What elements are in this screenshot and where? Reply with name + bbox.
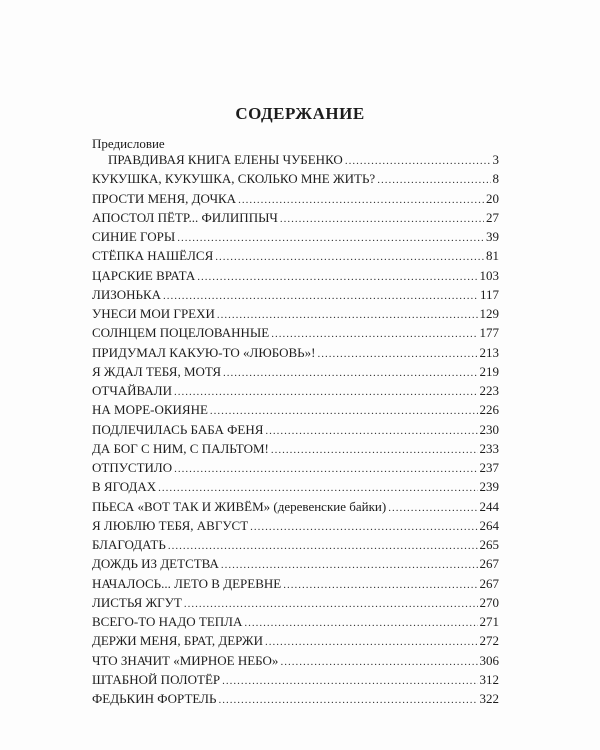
toc-entry xyxy=(92,189,499,208)
page-title: СОДЕРЖАНИЕ xyxy=(235,104,365,123)
toc-entry-page-number: 3 xyxy=(492,152,499,167)
toc-entry xyxy=(92,554,499,573)
toc-entry-title: БЛАГОДАТЬ xyxy=(92,537,166,552)
toc-entry-title: ПРИДУМАЛ КАКУЮ-ТО «ЛЮБОВЬ»! xyxy=(92,344,316,360)
toc-entry-page-number: 244 xyxy=(479,498,499,514)
toc-entry-title: НА МОРЕ-ОКИЯНЕ xyxy=(92,402,208,418)
toc-entry-title: НАЧАЛОСЬ... ЛЕТО В ДЕРЕВНЕ xyxy=(92,575,282,591)
toc-entry-page-number: 237 xyxy=(479,460,499,475)
dot-leader xyxy=(388,499,477,518)
toc-entry-page-number: 312 xyxy=(479,671,499,687)
toc-entry xyxy=(92,304,499,323)
toc-entry-page-number: 265 xyxy=(479,537,499,552)
toc-entry xyxy=(92,535,499,554)
toc-entry-title: ЛИЗОНЬКА xyxy=(92,286,162,302)
toc-entry-page-number: 267 xyxy=(479,556,499,572)
toc-entry xyxy=(92,670,499,689)
dot-leader xyxy=(215,248,484,267)
toc-entry-page-number: 267 xyxy=(479,575,499,591)
toc-entry xyxy=(92,574,499,593)
dot-leader xyxy=(280,653,477,672)
toc-entry xyxy=(92,497,499,516)
toc-entry-title: ПРОСТИ МЕНЯ, ДОЧКА xyxy=(92,190,237,206)
toc-entry-page-number: 213 xyxy=(479,344,499,360)
toc-entry xyxy=(92,246,499,265)
toc-entry-page-number: 81 xyxy=(486,248,499,264)
toc-entry-title: ВСЕГО-ТО НАДО ТЕПЛА xyxy=(92,614,243,629)
toc-entry xyxy=(92,593,499,612)
toc-entry xyxy=(92,285,499,304)
dot-leader xyxy=(317,345,477,364)
toc-entry xyxy=(92,343,499,362)
toc-entry-page-number: 103 xyxy=(479,267,499,283)
toc-entry-page-number: 226 xyxy=(479,402,499,418)
dot-leader xyxy=(177,229,484,248)
dot-leader xyxy=(271,441,478,460)
toc-entry xyxy=(92,227,499,246)
toc-entry-title: ШТАБНОЙ ПОЛОТЁР xyxy=(92,671,221,687)
toc-entry-title: ДОЖДЬ ИЗ ДЕТСТВА xyxy=(92,556,219,572)
toc-entry-title: ЦАРСКИЕ ВРАТА xyxy=(92,267,196,283)
toc-entry-title: ФЕДЬКИН ФОРТЕЛЬ xyxy=(92,691,217,706)
dot-leader xyxy=(280,210,484,229)
toc-entry xyxy=(92,612,499,631)
toc-entry xyxy=(92,631,499,650)
dot-leader xyxy=(244,614,477,633)
toc-entry-page-number: 39 xyxy=(486,229,499,244)
toc-entry-page-number: 306 xyxy=(479,652,499,668)
toc-entry-page-number: 270 xyxy=(479,594,499,610)
toc-entry-page-number: 177 xyxy=(479,325,499,341)
dot-leader xyxy=(265,422,477,441)
toc-entry-title: СТЁПКА НАШЁЛСЯ xyxy=(92,248,214,264)
toc-entry-page-number: 271 xyxy=(479,614,499,629)
toc-entry-title: ЧТО ЗНАЧИТ «МИРНОЕ НЕБО» xyxy=(92,652,279,668)
toc-entry xyxy=(92,381,499,400)
toc-entry xyxy=(92,208,499,227)
dot-leader xyxy=(377,171,490,190)
toc-entry-title: ПОДЛЕЧИЛАСЬ БАБА ФЕНЯ xyxy=(92,421,264,437)
dot-leader xyxy=(223,364,477,383)
toc-entry-page-number: 230 xyxy=(479,421,499,437)
table-of-contents xyxy=(92,150,499,708)
toc-entry-title: СИНИЕ ГОРЫ xyxy=(92,229,176,244)
toc-entry-title: ОТЧАЙВАЛИ xyxy=(92,383,172,398)
toc-entry-page-number: 272 xyxy=(479,633,499,649)
toc-entry xyxy=(92,477,499,496)
toc-entry-page-number: 322 xyxy=(479,691,499,706)
dot-leader xyxy=(265,633,478,652)
toc-entry-page-number: 264 xyxy=(479,517,499,533)
toc-entry xyxy=(92,400,499,419)
toc-entry-page-number: 233 xyxy=(479,440,499,456)
preface-label: Предисловие xyxy=(92,136,165,151)
dot-leader xyxy=(174,383,478,402)
toc-entry xyxy=(92,150,499,169)
toc-entry-title: УНЕСИ МОИ ГРЕХИ xyxy=(92,306,215,321)
dot-leader xyxy=(283,576,477,595)
toc-entry-title: ДЕРЖИ МЕНЯ, БРАТ, ДЕРЖИ xyxy=(92,633,263,649)
toc-entry xyxy=(92,689,499,708)
toc-entry-title: Я ЛЮБЛЮ ТЕБЯ, АВГУСТ xyxy=(92,517,249,533)
toc-entry-page-number: 117 xyxy=(479,286,499,302)
toc-entry-title: В ЯГОДАХ xyxy=(92,479,157,495)
toc-entry-page-number: 219 xyxy=(479,363,499,379)
toc-entry xyxy=(92,323,499,342)
toc-entry-title: ПЬЕСА «ВОТ ТАК И ЖИВЁМ» (деревенские байки) xyxy=(92,498,387,514)
toc-entry xyxy=(92,516,499,535)
toc-entry-title: Я ЖДАЛ ТЕБЯ, МОТЯ xyxy=(92,363,222,379)
toc-entry-title: ОТПУСТИЛО xyxy=(92,460,173,475)
toc-entry xyxy=(92,266,499,285)
toc-entry xyxy=(92,651,499,670)
toc-entry xyxy=(92,420,499,439)
dot-leader xyxy=(250,518,477,537)
toc-entry xyxy=(92,169,499,188)
toc-entry-title: АПОСТОЛ ПЁТР... ФИЛИППЫЧ xyxy=(92,209,278,225)
toc-entry xyxy=(92,362,499,381)
dot-leader xyxy=(197,268,477,287)
toc-entry-page-number: 8 xyxy=(492,171,499,187)
dot-leader xyxy=(222,672,477,691)
dot-leader xyxy=(218,691,477,710)
toc-entry-title: ПРАВДИВАЯ КНИГА ЕЛЕНЫ ЧУБЕНКО xyxy=(108,152,343,167)
toc-entry-page-number: 20 xyxy=(486,190,499,206)
toc-entry xyxy=(92,458,499,477)
toc-entry-title: СОЛНЦЕМ ПОЦЕЛОВАННЫЕ xyxy=(92,325,270,341)
toc-entry-title: ДА БОГ С НИМ, С ПАЛЬТОМ! xyxy=(92,440,269,456)
toc-entry-page-number: 27 xyxy=(486,209,499,225)
toc-entry-title: ЛИСТЬЯ ЖГУТ xyxy=(92,594,182,610)
toc-entry-page-number: 223 xyxy=(479,383,499,398)
dot-leader xyxy=(174,460,477,479)
toc-entry-page-number: 129 xyxy=(479,306,499,321)
toc-entry-title: КУКУШКА, КУКУШКА, СКОЛЬКО МНЕ ЖИТЬ? xyxy=(92,171,376,187)
toc-entry xyxy=(92,439,499,458)
toc-entry-page-number: 239 xyxy=(479,479,499,495)
